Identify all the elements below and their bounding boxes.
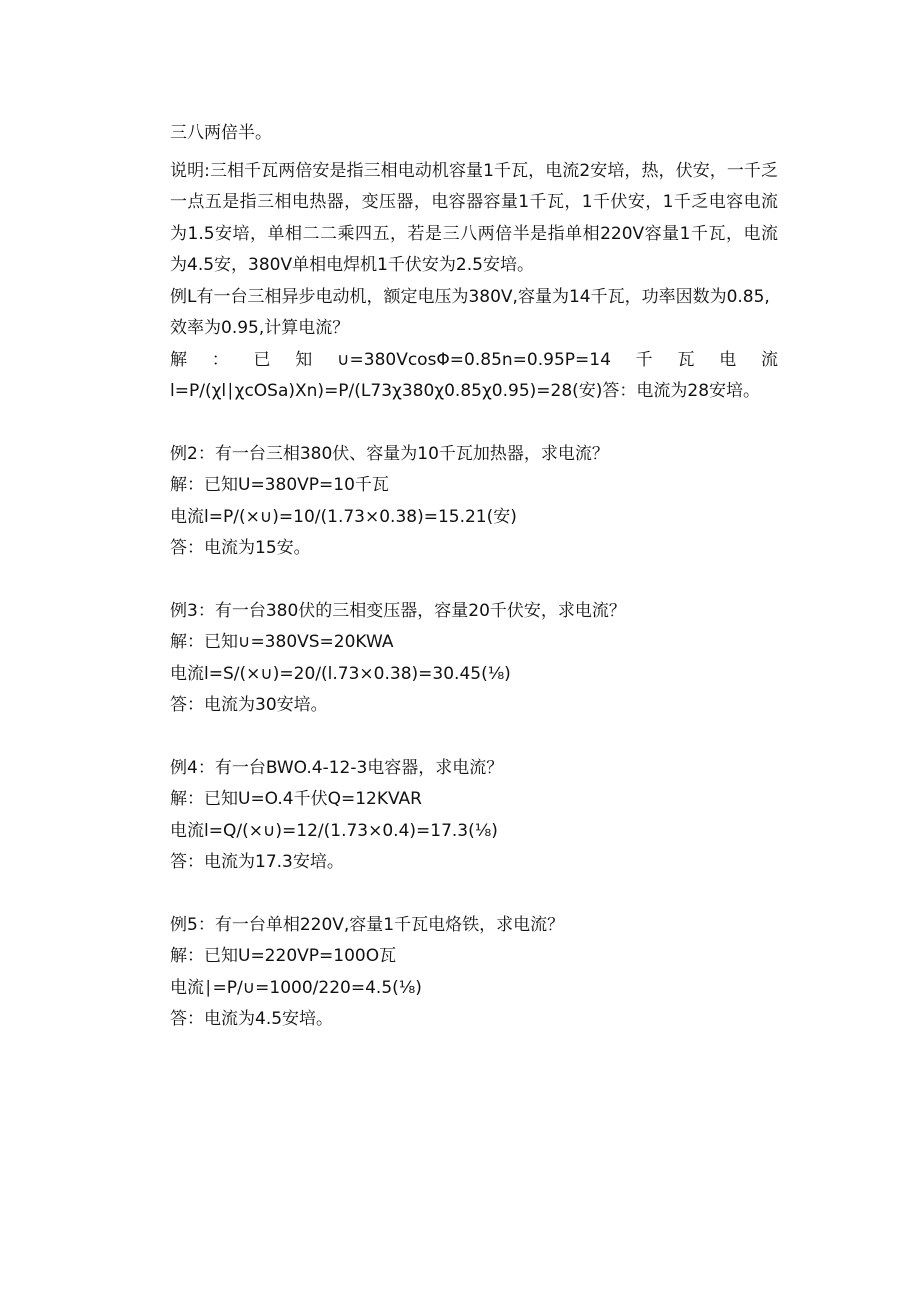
spacer [170,879,778,910]
example5-current: 电流∣=P∕∪=1000∕220=4.5(⅛) [170,977,422,998]
example4-current: 电流l=Q∕(×∪)=12∕(1.73×0.4)=17.3(⅛) [170,820,498,841]
solution-word: 流 [760,349,778,370]
solution-word: 瓦 [677,349,695,370]
example4-question: 例4：有一台BWO.4-12-3电容器，求电流？ [170,757,504,778]
example4-answer: 答：电流为17.3安培。 [170,852,344,872]
solution-word: 千 [635,349,653,370]
solution-word: ： [211,349,229,370]
solution-word: 电 [719,349,737,370]
spacer [170,408,778,439]
example2-answer: 答：电流为15安。 [170,538,311,558]
doc-heading: 三八两倍半。 [170,123,272,143]
example5-question: 例5：有一台单相220V,容量1千瓦电烙铁，求电流？ [170,914,565,935]
solution-word: 解 [170,349,187,370]
example1-solution-line1 [170,345,778,377]
spacer [170,565,778,596]
solution-word: ∪=380VcosΦ=0.85n=0.95P=14 [337,349,611,370]
document-content [170,118,778,1036]
example3-current: 电流l=S∕(×∪)=20∕(l.73×0.38)=30.45(⅛) [170,663,511,684]
example2-known: 解：已知U=380VP=10千瓦 [170,475,389,495]
example2-current: 电流l=P∕(×∪)=10∕(1.73×0.38)=15.21(安) [170,506,517,527]
example3-question: 例3：有一台380伏的三相变压器，容量20千伏安，求电流？ [170,600,626,621]
explanation-paragraph: 说明:三相千瓦两倍安是指三相电动机容量1千瓦，电流2安培，热，伏安，一千乏一点五是指三相电热器，变压器，电容器容量1千瓦，1千伏安，1千乏电容电流为1.5安培，单相二二乘四五，若是三八两倍半是指单相220V容量1千瓦，电流为4.5安，380V单相电焊机1千伏安为2.5安培。 [170,160,778,275]
example4-known: 解：已知U=O.4千伏Q=12KVAR [170,789,422,809]
solution-word: 知 [295,349,313,370]
solution-word: 已 [253,349,271,370]
spacer [170,722,778,753]
example1-solution-line2: l=P∕(χl∣χcOSa)Xn)=P/(L73χ380χ0.85χ0.95)=28(安)答：电流为28安培。 [170,381,761,401]
example3-answer: 答：电流为30安培。 [170,695,328,715]
example5-answer: 答：电流为4.5安培。 [170,1009,334,1029]
example1-question: 例L有一台三相异步电动机，额定电压为380V,容量为14千瓦，功率因数为0.85,效率为0.95,计算电流？ [170,286,770,338]
example2-question: 例2：有一台三相380伏、容量为10千瓦加热器，求电流？ [170,443,609,464]
example3-known: 解：已知∪=380VS=20KWA [170,632,394,652]
example5-known: 解：已知U=220VP=100O瓦 [170,946,397,966]
